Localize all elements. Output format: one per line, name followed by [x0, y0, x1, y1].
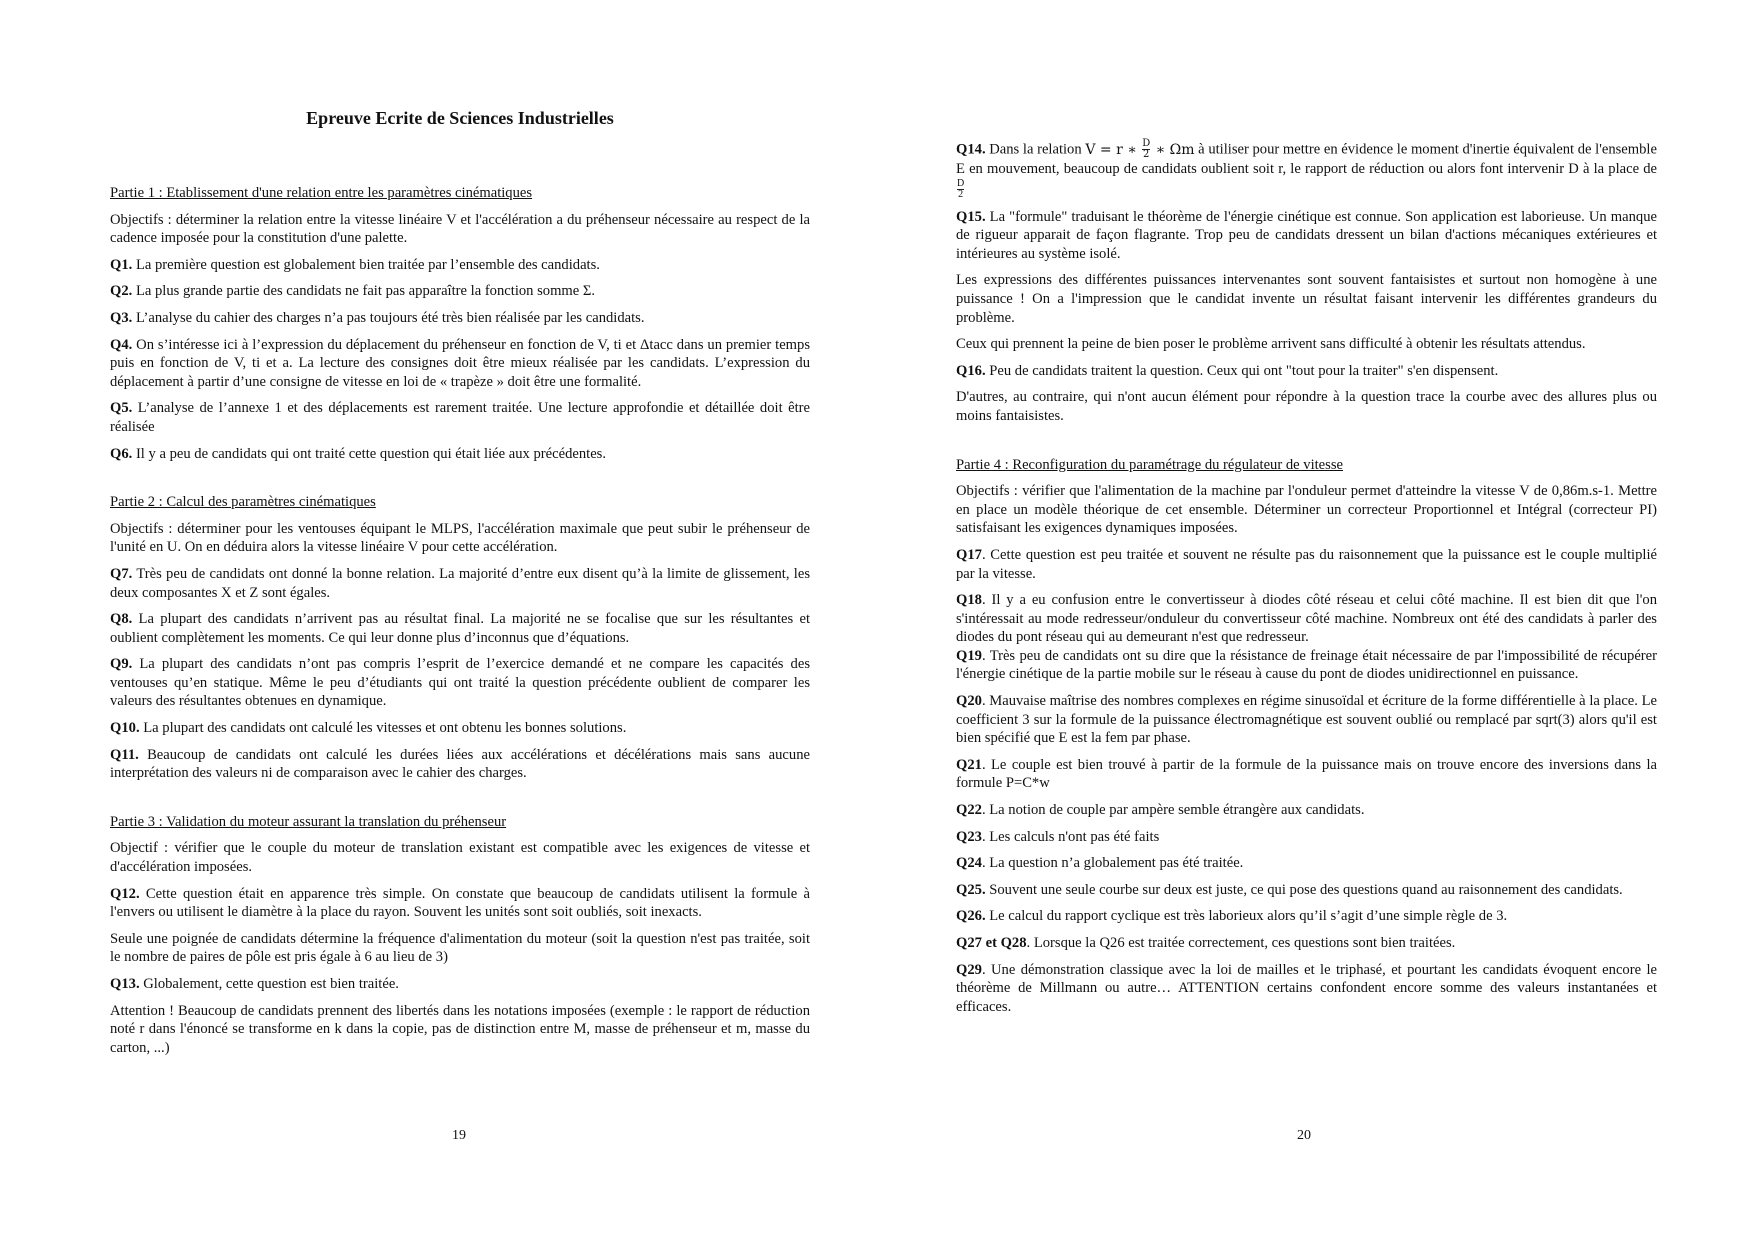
answer-text: . Mauvaise maîtrise des nombres complexes en régime sinusoïdal et écriture de la forme différentielle à la place. Le coefficient 3 sur la formule de la puissance électromagnétique est souvent oublié ou remplacé par sqrt(3) alors qu'il est bien spécifié que E est la fem par phase. [956, 693, 1657, 747]
question-label: Q4. [110, 336, 133, 353]
formula-end: ∗ Ωm [1151, 141, 1195, 158]
answer-q14 [956, 139, 1657, 200]
answer-text: Globalement, cette question est bien traitée. [139, 976, 399, 992]
objective-partie-4: Objectifs : vérifier que l'alimentation de la machine par l'onduleur permet d'atteindre la vitesse V de 0,86m.s-1. Mettre en place un modèle théorique de cet ensemble. Déterminer un correcteur Proportionnel et Intégral (correcteur PI) satisfaisant les exigences dynamiques imposées. [956, 483, 1657, 537]
page-number: 20 [1297, 1128, 1311, 1143]
answer-q15 [956, 208, 1657, 264]
answer-text: On s’intéresse ici à l’expression du déplacement du préhenseur en fonction de V, ti et Δtacc dans un premier temps puis en fonction de V, ti et a. La lecture des consignes doit être mieux réalisée par les candidats. L’expression du déplacement à partir d’une consigne de vitesse en loi de « trapèze » doit être une formalité. [110, 336, 810, 390]
left-column [110, 184, 810, 1065]
document-title: Epreuve Ecrite de Sciences Industrielles [306, 108, 614, 128]
question-label: Q9. [110, 656, 133, 673]
answer-text: . Cette question est peu traitée et souvent ne résulte pas du raisonnement que la puissance est le couple multiplié par la vitesse. [956, 546, 1657, 582]
answer-q13 [110, 975, 810, 994]
answer-q22 [956, 801, 1657, 820]
question-label: Q20 [956, 693, 982, 710]
fraction-numerator: D [957, 177, 965, 189]
fraction [1142, 139, 1150, 160]
fraction-denominator: 2 [1143, 149, 1150, 160]
fraction-d-over-2 [957, 179, 964, 200]
question-label: Q2. [110, 283, 133, 300]
question-label: Q6. [110, 445, 133, 462]
answer-q4 [110, 336, 810, 392]
question-label: Q3. [110, 309, 133, 326]
answer-q3 [110, 309, 810, 328]
question-label: Q17 [956, 546, 982, 563]
question-label: Q26. [956, 908, 986, 925]
answer-q18 [956, 591, 1657, 647]
answer-q12 [110, 885, 810, 922]
answer-q10 [110, 719, 810, 738]
answer-q24 [956, 854, 1657, 873]
question-label: Q1. [110, 256, 133, 273]
question-label: Q10. [110, 720, 140, 737]
answer-text: Le calcul du rapport cyclique est très laborieux alors qu’il s’agit d’une simple règle de 3. [985, 908, 1508, 925]
answer-text: . Une démonstration classique avec la loi de mailles et le triphasé, et pourtant les candidats évoquent encore le théorème de Millmann ou autre… ATTENTION certains confondent encore somme des valeurs instantanées et efficaces. [956, 961, 1657, 1015]
question-label: Q15. [956, 208, 986, 225]
question-label: Q18 [956, 592, 982, 609]
answer-text: La plupart des candidats n’arrivent pas au résultat final. La majorité ne se focalise que sur les résultantes et oublient complètement les moments. Ce qui leur donne plus d’inconnus que d’équations. [110, 611, 810, 646]
answer-text: . Lorsque la Q26 est traitée correctement, ces questions sont bien traitées. [1026, 935, 1456, 951]
answer-text-cont: à utiliser pour mettre en évidence le moment d'inertie équivalent de l'ensemble E en mouvement, beaucoup de candidats oublient soit r, le rapport de réduction ou alors font intervenir D à la place de [956, 141, 1657, 177]
answer-q6 [110, 445, 810, 464]
question-label: Q29 [956, 961, 982, 978]
answer-text: . Très peu de candidats ont su dire que la résistance de freinage était nécessaire de par l'impossibilité de récupérer l'énergie cinétique de la partie mobile sur le réseau à cause du pont de diodes unidirectionnel en puissance. [956, 647, 1657, 683]
formula-start: V = r ∗ [1085, 141, 1142, 158]
question-label: Q24 [956, 855, 982, 872]
answer-text: Il y a peu de candidats qui ont traité cette question qui était liée aux précédentes. [132, 445, 607, 462]
answer-text: Souvent une seule courbe sur deux est juste, ce qui pose des questions quand au raisonnement des candidats. [985, 881, 1623, 898]
answer-q26 [956, 907, 1657, 926]
answer-text: . La question n’a globalement pas été traitée. [981, 855, 1244, 872]
answer-text: La "formule" traduisant le théorème de l'énergie cinétique est connue. Son application est laborieuse. Un manque de rigueur apparait de façon flagrante. Trop peu de candidats dressent un bilan d'actions mécaniques extérieures et intérieures au système isolé. [956, 208, 1657, 262]
question-label: Q13. [110, 976, 140, 992]
answer-text: . La notion de couple par ampère semble étrangère aux candidats. [981, 802, 1365, 819]
answer-text: Très peu de candidats ont donné la bonne relation. La majorité d’entre eux disent qu’à la limite de glissement, les deux composantes X et Z sont égales. [110, 565, 810, 601]
page-number: 19 [452, 1128, 466, 1143]
question-label: Q21 [956, 756, 982, 773]
question-label: Q14. [956, 141, 986, 158]
answer-q25 [956, 881, 1657, 900]
question-label: Q25. [956, 881, 986, 898]
answer-text: Dans la relation [985, 141, 1086, 158]
fraction-denominator: 2 [958, 188, 964, 200]
section-heading-partie-1: Partie 1 : Etablissement d'une relation entre les paramètres cinématiques [110, 185, 533, 201]
formula [1085, 138, 1195, 160]
question-label: Q11. [110, 746, 139, 763]
section-heading-partie-3: Partie 3 : Validation du moteur assurant la translation du préhenseur [110, 813, 507, 830]
answer-q9 [110, 655, 810, 711]
question-label: Q12. [110, 885, 140, 902]
answer-q8 [110, 610, 810, 647]
answer-q1 [110, 256, 810, 275]
question-label: Q5. [110, 400, 133, 417]
question-label: Q23 [956, 828, 982, 845]
question-label: Q7. [110, 565, 133, 582]
answer-q19 [956, 647, 1657, 684]
answer-q15-followup-2: Ceux qui prennent la peine de bien poser le problème arrivent sans difficulté à obtenir les résultats attendus. [956, 336, 1586, 353]
answer-q16-followup: D'autres, au contraire, qui n'ont aucun élément pour répondre à la question trace la courbe avec des allures plus ou moins fantaisistes. [956, 389, 1657, 424]
objective-partie-3: Objectif : vérifier que le couple du moteur de translation existant est compatible avec les exigences de vitesse et d'accélération imposées. [110, 840, 810, 876]
section-heading-partie-2: Partie 2 : Calcul des paramètres cinématiques [110, 494, 376, 511]
answer-q17 [956, 546, 1657, 583]
answer-q2 [110, 282, 810, 301]
answer-text: La première question est globalement bien traitée par l’ensemble des candidats. [132, 256, 600, 273]
question-label: Q16. [956, 362, 986, 379]
answer-q23 [956, 828, 1657, 847]
answer-q16 [956, 362, 1657, 381]
answer-text: . Le couple est bien trouvé à partir de la formule de la puissance mais on trouve encore des inversions dans la formule P=C*w [956, 756, 1657, 792]
answer-text: La plus grande partie des candidats ne fait pas apparaître la fonction somme Σ. [132, 283, 596, 300]
answer-text: . Il y a eu confusion entre le convertisseur à diodes côté réseau et celui côté machine. Il est bien dit que l'on s'intéressait au mode redresseur/onduleur du convertisseur côté machine. Nombreux ont été des candidats à parler des diodes du pont réseau qui au demeurant n'est que redresseur. [956, 592, 1657, 646]
question-label: Q27 et Q28 [956, 935, 1027, 951]
right-column [956, 139, 1657, 1024]
answer-text: La plupart des candidats n’ont pas compris l’esprit de l’exercice demandé et ne compare les capacités des ventouses qu’en statique. Même le peu d’étudiants qui ont traité la question précédente oublient de comparer les valeurs des résultantes obtenues en dynamique. [110, 656, 810, 710]
answer-q7 [110, 565, 810, 602]
objective-partie-2: Objectifs : déterminer pour les ventouses équipant le MLPS, l'accélération maximale que peut subir le préhenseur de l'unité en U. On en déduira alors la vitesse linéaire V pour cette accélération. [110, 520, 810, 556]
fraction-numerator: D [1142, 138, 1151, 149]
objective-partie-1: Objectifs : déterminer la relation entre la vitesse linéaire V et l'accélération a du préhenseur nécessaire au respect de la cadence imposée pour la constitution d'une palette. [110, 211, 810, 247]
question-label: Q22 [956, 802, 982, 819]
question-label: Q8. [110, 611, 133, 628]
answer-text: Cette question était en apparence très simple. On constate que beaucoup de candidats utilisent la formule à l'envers ou utilisent le diamètre à la place du rayon. Souvent les unités sont soit oubliés, soit inexacts. [110, 885, 810, 921]
answer-text: L’analyse du cahier des charges n’a pas toujours été très bien réalisée par les candidats. [132, 309, 645, 326]
answer-text: L’analyse de l’annexe 1 et des déplacements est rarement traitée. Une lecture approfondie et détaillée doit être réalisée [110, 400, 810, 435]
answer-q11 [110, 746, 810, 783]
answer-q20 [956, 692, 1657, 748]
answer-q15-followup-1: Les expressions des différentes puissances intervenantes sont souvent fantaisistes et surtout non homogène à une puissance ! On a l'impression que le candidat invente un résultat faisant intervenir les différentes grandeurs du problème. [956, 272, 1657, 326]
answer-q12-followup: Seule une poignée de candidats détermine la fréquence d'alimentation du moteur (soit la question n'est pas traitée, soit le nombre de paires de pôle est pris égale à 6 au lieu de 3) [110, 930, 810, 966]
answer-text: Beaucoup de candidats ont calculé les durées liées aux accélérations et décélérations mais sans aucune interprétation des valeurs ni de comparaison avec le cahier des charges. [110, 746, 810, 782]
answer-q29 [956, 961, 1657, 1017]
section-heading-partie-4: Partie 4 : Reconfiguration du paramétrage du régulateur de vitesse [956, 456, 1343, 473]
answer-text: . Les calculs n'ont pas été faits [981, 828, 1160, 845]
answer-q27-q28 [956, 934, 1657, 953]
answer-q21 [956, 756, 1657, 793]
answer-text: Peu de candidats traitent la question. Ceux qui ont "tout pour la traiter" s'en dispensent. [985, 362, 1499, 379]
question-label: Q19 [956, 647, 982, 664]
answer-text: La plupart des candidats ont calculé les vitesses et ont obtenu les bonnes solutions. [139, 720, 627, 737]
answer-q5 [110, 399, 810, 436]
attention-note: Attention ! Beaucoup de candidats prennent des libertés dans les notations imposées (exemple : le rapport de réduction noté r dans l'énoncé se transforme en k dans la copie, pas de distinction entre M, masse de préhenseur et m, masse du carton, ...) [110, 1002, 810, 1056]
